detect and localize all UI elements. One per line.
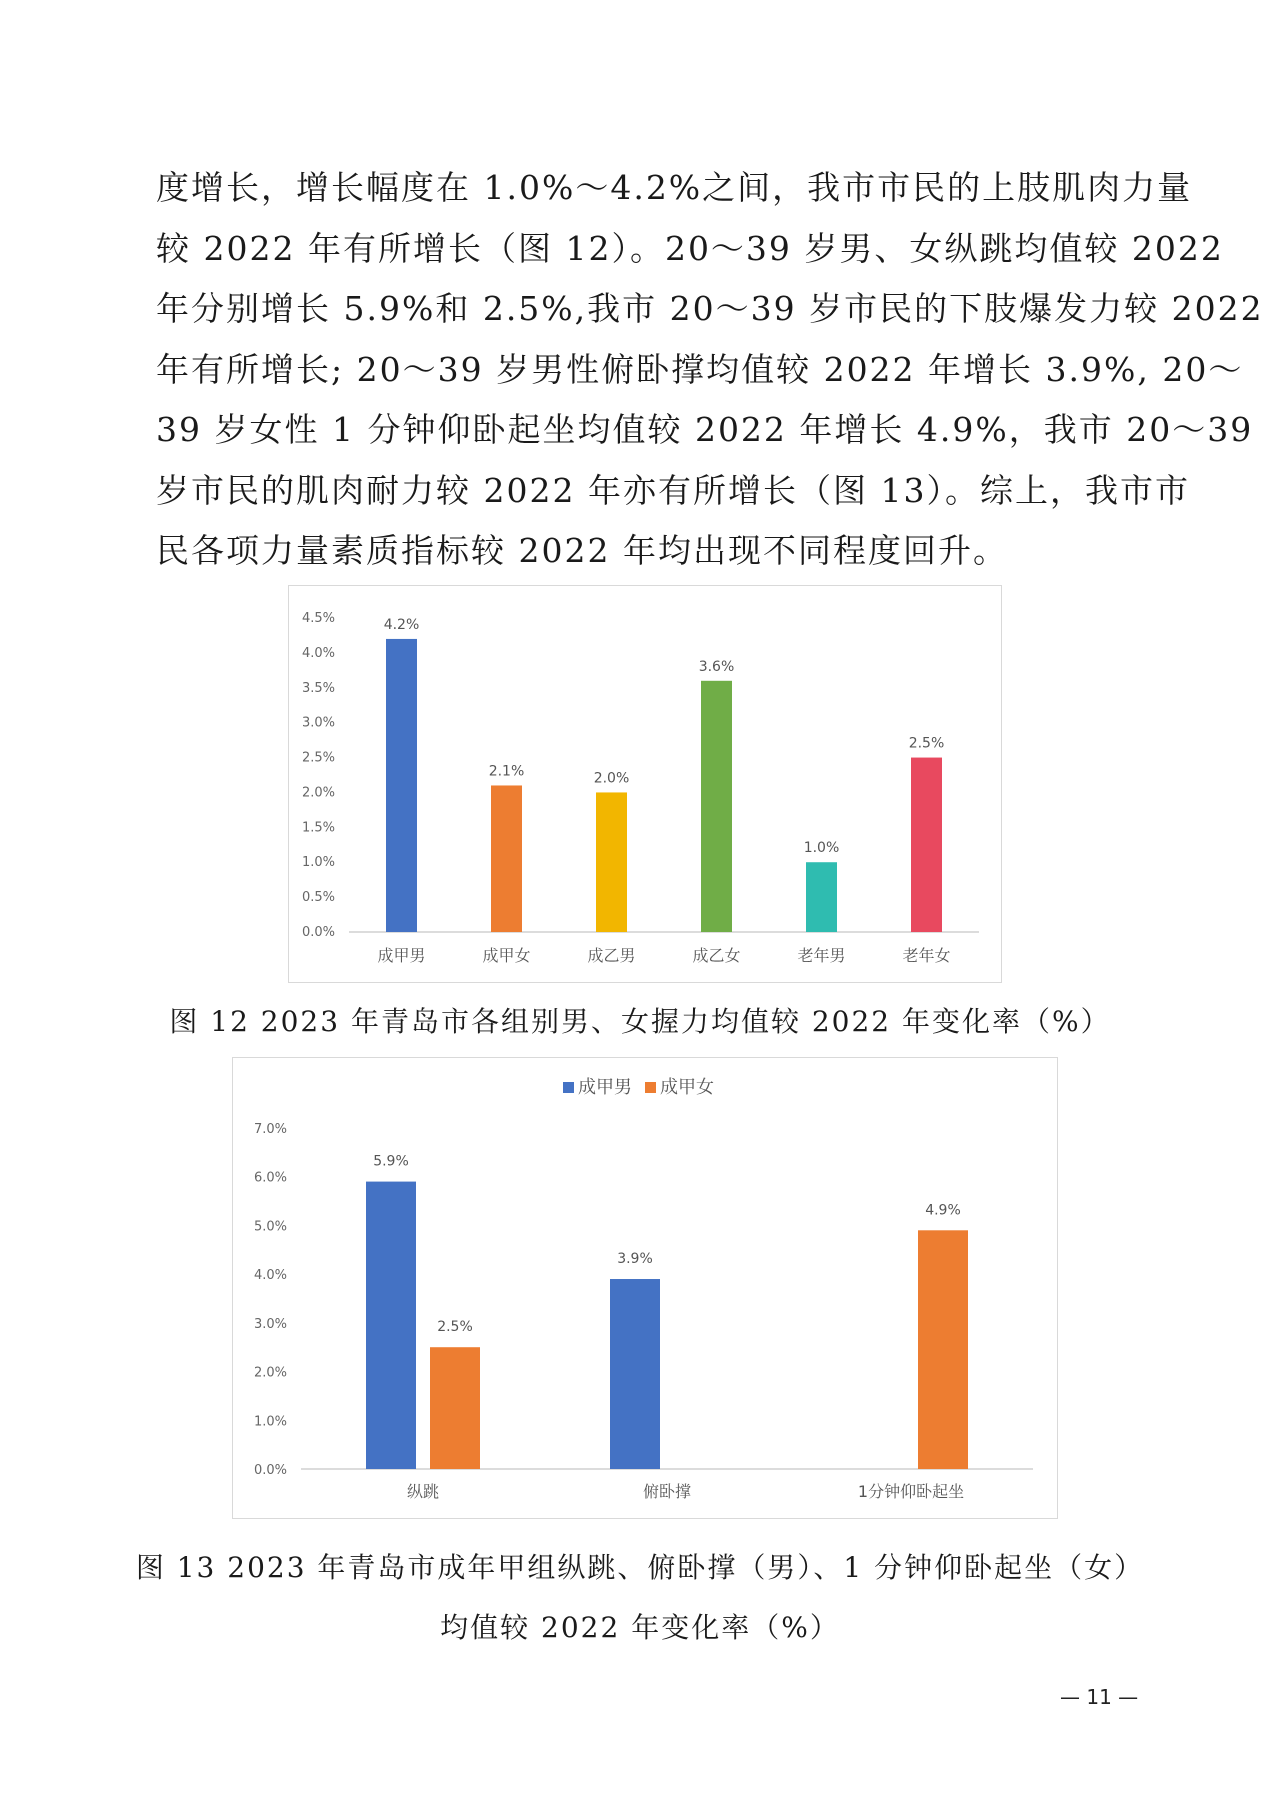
y-tick-label: 5.0%	[253, 1219, 287, 1235]
y-tick-label: 6.0%	[253, 1170, 287, 1186]
bar-5	[806, 862, 837, 932]
bar-female	[918, 1230, 968, 1469]
y-tick-label: 3.0%	[301, 715, 335, 731]
y-tick-label: 4.5%	[301, 611, 335, 626]
paragraph-line: 较 2022 年有所增长（图 12）。20～39 岁男、女纵跳均值较 2022	[156, 228, 1224, 268]
figure-12-chart	[288, 585, 1002, 983]
bar-female	[430, 1347, 480, 1469]
figure-13-svg	[233, 1058, 1057, 1518]
data-label: 3.9%	[617, 1251, 653, 1268]
category-label: 成乙男	[587, 946, 636, 965]
y-tick-label: 4.0%	[301, 645, 335, 661]
data-label: 4.2%	[383, 616, 420, 633]
figure-13-caption-line2: 均值较 2022 年变化率（%）	[440, 1611, 840, 1644]
legend-label: 成甲男	[578, 1077, 632, 1098]
data-label: 2.0%	[593, 770, 630, 787]
y-tick-label: 2.0%	[301, 785, 335, 801]
paragraph-line: 年分别增长 5.9%和 2.5%,我市 20～39 岁市民的下肢爆发力较 2022	[156, 289, 1264, 328]
bar-2	[491, 785, 522, 932]
paragraph-line: 民各项力量素质指标较 2022 年均出现不同程度回升。	[156, 531, 1008, 570]
y-tick-label: 4.0%	[253, 1268, 287, 1284]
y-tick-label: 0.5%	[301, 890, 335, 906]
category-label: 1分钟仰卧起坐	[857, 1482, 965, 1501]
bar-1	[386, 639, 417, 932]
data-label: 2.1%	[488, 763, 525, 780]
y-tick-label: 2.0%	[253, 1365, 287, 1381]
y-tick-label: 0.0%	[301, 925, 335, 940]
paragraph-line: 年有所增长; 20～39 岁男性俯卧撑均值较 2022 年增长 3.9%, 20～	[156, 349, 1244, 389]
paragraph-line: 岁市民的肌肉耐力较 2022 年亦有所增长（图 13）。综上，我市市	[156, 470, 1190, 510]
category-label: 纵跳	[406, 1482, 440, 1501]
category-label: 成乙女	[692, 946, 741, 965]
figure-12-svg	[289, 586, 1001, 982]
bar-3	[596, 792, 627, 932]
figure-12-caption: 图 12 2023 年青岛市各组别男、女握力均值较 2022 年变化率（%）	[169, 1005, 1111, 1038]
data-label: 2.5%	[908, 735, 945, 752]
bar-male	[610, 1279, 660, 1469]
category-label: 俯卧撑	[642, 1482, 692, 1501]
bar-4	[701, 681, 732, 932]
figure-13-caption-line1: 图 13 2023 年青岛市成年甲组纵跳、俯卧撑（男）、1 分钟仰卧起坐（女）	[135, 1551, 1145, 1584]
data-label: 3.6%	[698, 658, 735, 675]
y-tick-label: 0.0%	[253, 1463, 287, 1478]
y-tick-label: 1.5%	[301, 820, 335, 836]
y-tick-label: 7.0%	[253, 1122, 287, 1137]
y-tick-label: 3.5%	[301, 680, 335, 696]
bar-male	[366, 1182, 416, 1469]
data-label: 5.9%	[373, 1153, 409, 1170]
y-tick-label: 1.0%	[301, 855, 335, 871]
category-label: 成甲男	[377, 946, 426, 965]
figure-13-chart	[232, 1057, 1058, 1519]
paragraph-line: 39 岁女性 1 分钟仰卧起坐均值较 2022 年增长 4.9%，我市 20～39	[156, 410, 1254, 449]
data-label: 1.0%	[803, 840, 840, 857]
category-label: 老年女	[902, 946, 951, 965]
body-paragraph	[156, 168, 1264, 592]
legend-swatch	[645, 1082, 656, 1093]
category-label: 老年男	[797, 946, 846, 965]
page-number: — 11 —	[1060, 1685, 1139, 1709]
paragraph-line: 度增长，增长幅度在 1.0%～4.2%之间，我市市民的上肢肌肉力量	[156, 168, 1193, 207]
y-tick-label: 1.0%	[253, 1414, 287, 1430]
category-label: 成甲女	[482, 946, 531, 965]
data-label: 2.5%	[437, 1319, 473, 1336]
bar-6	[911, 758, 942, 932]
data-label: 4.9%	[925, 1202, 961, 1219]
y-tick-label: 3.0%	[253, 1316, 287, 1332]
legend-label: 成甲女	[660, 1077, 714, 1098]
y-tick-label: 2.5%	[301, 750, 335, 766]
legend-swatch	[563, 1082, 574, 1093]
